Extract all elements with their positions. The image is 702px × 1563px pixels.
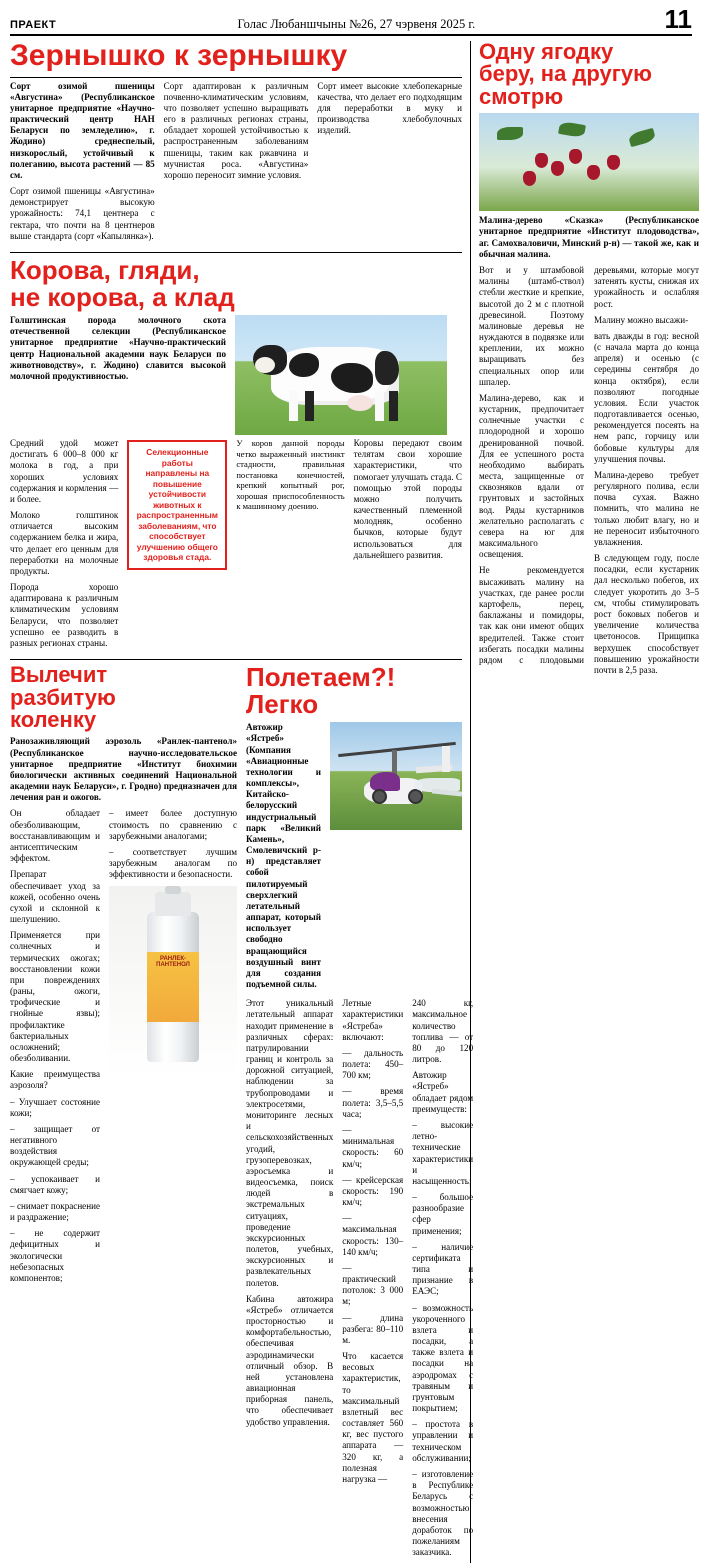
- article-berry-title: [479, 41, 699, 108]
- paragraph: Какие преимущества аэрозоля?: [10, 1069, 100, 1091]
- paragraph: Препарат обеспечивает уход за кожей, особенно очень сухой и склонной к шелушению.: [10, 869, 100, 925]
- raspberry-photo: [479, 113, 699, 211]
- bottom-row: [10, 662, 474, 1563]
- spec-item: — практический потолок: 3 000 м;: [342, 1262, 404, 1307]
- divider: [10, 77, 462, 78]
- paragraph: Не рекомендуется высаживать малину на участках, где ранее росли картофель, перец, баклажаны и помидоры, так как они имеют общих вредителей. Также стоит избегать посадки малины рядом с плодовыми деревьями, которые могут затенять кусты, снижая их урожайность и ослабляя рост.: [479, 265, 699, 665]
- paragraph: Автожир «Ястреб» (Компания «Авиационные технологии и комплексы», Китайско-белорусский индустриальный парк «Великий Камень», Смолевичский р-н) представляет собой пилотируемый сверхлегкий летательный аппарат, который использует свободно вращающийся воздушный винт для создания подъемной силы.: [246, 722, 321, 990]
- article-cow-col1: [10, 438, 118, 654]
- spec-item: — крейсерская скорость: 190 км/ч;: [342, 1174, 404, 1208]
- advantage-item: – возможность укороченного взлета и посадки, а также взлета и посадки на аэродромах с травяным и грунтовым покрытием;: [412, 1302, 474, 1414]
- article-aerosol-col1: [10, 808, 100, 1289]
- article-cow-left: [10, 315, 226, 435]
- paragraph: Сорт озимой пшеницы «Августина» (Республиканское унитарное предприятие «Научно-практический центр НАН Беларуси по земледелию», г. Жодино) среднеспелый, низкорослый, устойчивый к полеганию, высота растений — 85 см.: [10, 80, 155, 180]
- article-cow-title-line1: Корова, гляди,: [10, 255, 200, 285]
- cow-photo: [235, 315, 447, 435]
- advantage-item: – большое разнообразие сфер применения;: [412, 1192, 474, 1236]
- article-wheat-col1: [10, 81, 155, 247]
- advantage-item: – простота в управлении и техническом обслуживании;: [412, 1419, 474, 1463]
- masthead-section-label: ПРАЕКТ: [10, 19, 57, 31]
- paragraph: Сорт адаптирован к различным почвенно-климатическим условиям, что позволяет успешно выращивать его в различных регионах страны, обладает хорошей устойчивостью к распространенным заболеваниям пшеницы, таким как ржавчина и мучнистая роса. «Августина» хорошо переносит зимние условия.: [163, 80, 309, 180]
- paragraph: – не содержит дефицитных и экологически небезопасных компонентов;: [10, 1228, 100, 1283]
- page-body: [10, 39, 699, 1563]
- article-cow: [10, 257, 462, 654]
- paragraph: Автожир «Ястреб» обладает рядом преимуществ:: [412, 1070, 474, 1114]
- paragraph: Вот и у штамбовой малины (штамб-ствол) стебли жесткие и крепкие, высотой до 2 м с плотной древесиной. Поэтому малиновые деревья не нуждаются в подвязке или креплении, их можно выращивать без специальных опор или шпалер.: [479, 265, 584, 387]
- article-berry-title-line2: беру, на другую: [479, 61, 652, 87]
- spec-item: — максимальная скорость: 130–140 км/ч;: [342, 1213, 404, 1257]
- paragraph: Голштинская порода молочного скота отечественной селекции (Республиканское унитарное предприятие «Научно-практический центр Национальной академии наук Беларуси по животноводству», г. Жодино) славится высокой молочной продуктивностью.: [10, 315, 226, 381]
- paragraph: – успокаивает и смягчает кожу;: [10, 1173, 100, 1195]
- paragraph: Ранозаживляющий аэрозоль «Ранлек-пантенол» (Республиканское научно-исследовательское унитарное предприятие «Институт биохимии биологически активных соединений Национальной академии наук Беларуси», г. Гродно) предназначен для лечения ран и ожогов.: [10, 736, 237, 803]
- masthead: [10, 6, 692, 36]
- masthead-title: Голас Любаншчыны №26, 27 чэрвеня 2025 г.: [237, 17, 476, 31]
- paragraph: Порода хорошо адаптирована к различным климатическим условиям Беларуси, что позволяет успешно ее разводить в разных регионах страны.: [10, 582, 119, 648]
- article-gyro-col2: [342, 998, 403, 1563]
- paragraph: Малина-дерево, как и кустарник, предпочитает солнечные участки с плодородной и хорошо дренированной почвой. Для ее успешного роста необходимо выбирать места, защищенные от сквозняков вдали от грунтовых и застойных вод. Ряды кустарников желательно располагать с севера на юг для максимального освещения.: [479, 392, 584, 560]
- advantage-item: – высокие летно-технические характеристики и насыщенность;: [412, 1120, 474, 1186]
- paragraph: Коровы передают своим телятам свои хорошие характеристики, что помогает улучшать стада. С помощью этой породы можно получить качественный племенной молодняк, особенно бычков, которые будут использоваться для дальнейшего развития.: [353, 438, 462, 560]
- paragraph: Молоко голштинок отличается высоким содержанием белка и жира, что делает его ценным для переработки на молочные продукты.: [10, 510, 119, 576]
- divider: [10, 252, 462, 253]
- article-cow-col3: [354, 438, 462, 654]
- article-aerosol-title-line3: коленку: [10, 707, 97, 732]
- paragraph: – имеет более доступную стоимость по сравнению с зарубежными аналогами;: [109, 808, 237, 841]
- paragraph: Он обладает обезболивающим, восстанавливающим и антисептическим эффектом.: [10, 808, 100, 864]
- paragraph: – Улучшает состояние кожи;: [10, 1096, 100, 1118]
- right-column: [470, 41, 699, 1563]
- paragraph: Сорт озимой пшеницы «Августина» демонстрирует высокую урожайность: 74,1 центнера с гектара, что почти на 8 центнеров выше стандарта (сорт «Капылянка»).: [10, 186, 155, 241]
- article-gyro-col1: [246, 998, 333, 1563]
- pull-quote-box: Селекционные работы направлены на повышение устойчивости животных к распространенным заболеваниям, что способствует улучшению общего здоровья стада.: [127, 440, 227, 570]
- article-berry-body: [479, 265, 699, 676]
- photo-caption: У коров данной породы четко выраженный инстинкт стадности, правильная постановка конечностей, крепкий копытный рог, хорошая приспособленность к машинному доению.: [236, 438, 345, 512]
- gyro-photo: [330, 722, 462, 830]
- article-gyro-title: Полетаем?! Легко: [246, 662, 396, 719]
- article-cow-title: [10, 257, 462, 310]
- advantage-item: – изготовление в Республике Беларусь с возможностью внесения доработок по пожеланиям заказчика.: [412, 1468, 474, 1558]
- cow-photo-block: [235, 315, 447, 435]
- divider: [10, 659, 462, 660]
- paragraph: В следующем году, после посадки, если кустарник дал несколько побегов, их следует укоротить до 3–5 см, чтобы стимулировать рост боковых побегов и увеличение количества цветоносов. Прищипка верхушек способствует повышению урожайности почти в 2,5 раза.: [594, 553, 699, 675]
- specs-heading: Летные характеристики «Ястреба» включают:: [342, 998, 404, 1042]
- paragraph: Малина-дерево требует регулярного полива, если почва сухая. Важно помнить, что малина не только любит влагу, но и не переносит избыточного увлажнения.: [594, 469, 699, 547]
- article-wheat-col2: [164, 81, 309, 247]
- aerosol-product-photo: РАНЛЕК-ПАНТЕНОЛ: [109, 886, 237, 1076]
- gyro-photo-block: [330, 722, 462, 995]
- paragraph: 240 кг, максимальное количество топлива — от 80 до 120 литров.: [412, 998, 474, 1065]
- article-aerosol-col2: [109, 808, 237, 1289]
- article-berry-title-line1: Одну ягодку: [479, 39, 614, 64]
- article-aerosol-title-line1: Вылечит: [10, 662, 108, 688]
- spec-item: — дальность полета: 450–700 км;: [342, 1047, 404, 1081]
- article-cow-caption-col: [236, 438, 344, 654]
- page-number: 11: [664, 4, 692, 34]
- article-aerosol-title-line2: разбитую: [10, 684, 116, 710]
- article-aerosol-title: [10, 664, 237, 731]
- paragraph: – снимает покраснение и раздражение;: [10, 1200, 100, 1223]
- paragraph: Сорт имеет высокие хлебопекарные качества, что делает его подходящим для переработки в муку и производства хлебобулочных изделий.: [317, 80, 463, 136]
- paragraph: – соответствует лучшим зарубежным аналогам по эффективности и безопасности.: [109, 846, 237, 880]
- article-aerosol: [10, 664, 237, 1563]
- article-gyro-lead-col: [246, 722, 321, 995]
- main-column: [10, 39, 474, 1563]
- spec-item: — минимальная скорость: 60 км/ч;: [342, 1125, 404, 1169]
- paragraph: – защищает от негативного воздействия окружающей среды;: [10, 1123, 100, 1168]
- paragraph: Что касается весовых характеристик, то максимальный взлетный вес составляет 560 кг, вес пустого аппарата — 320 кг, а полезная нагрузка —: [342, 1351, 404, 1484]
- article-gyro: [246, 662, 474, 1563]
- article-cow-title-line2: не корова, а клад: [10, 281, 235, 312]
- article-wheat: [10, 41, 462, 247]
- paragraph: Применяется при солнечных и термических ожогах; восстановлении кожи при повреждениях (раны, ожоги, трофические и гнойные язвы); профилактике бактериальных осложнений; обезболивании.: [10, 930, 100, 1064]
- article-wheat-title: Зернышко к зернышку: [10, 39, 348, 72]
- article-gyro-col3: [412, 998, 473, 1563]
- spec-item: — время полета: 3,5–5,5 часа;: [342, 1086, 404, 1119]
- paragraph: Кабина автожира «Ястреб» отличается просторностью и комфортабельностью, обеспечивая аэродинамически отличный обзор. В ней установлена авиационная приборная панель, что обеспечивает удобство управления.: [246, 1293, 334, 1427]
- paragraph: Средний удой может достигать 6 000–8 000 кг молока в год, а при хороших условиях содержания и кормления — и более.: [10, 438, 119, 504]
- spec-item: — длина разбега: 80–110 м.: [342, 1312, 404, 1345]
- article-wheat-col3: [317, 81, 462, 247]
- paragraph: Малина-дерево «Сказка» (Республиканское унитарное предприятие «Институт плодоводства», аг. Самохваловичи, Минский р-н) — такой же, как и обычная малина.: [479, 215, 699, 259]
- paragraph: вать дважды в год: весной (с начала марта до конца апреля) и осенью (с середины сентября до конца октября), если позволяют погодные условия. Если участок подготавливается осенью, рекомендуется посеять на нем рапс, горчицу или бобовые культуры для улучшения почвы.: [594, 330, 699, 464]
- article-berry-title-line3: смотрю: [479, 83, 564, 109]
- advantage-item: – наличие сертификата типа и признание в ЕАЭС;: [412, 1241, 474, 1297]
- article-cow-sidebar: [127, 438, 227, 654]
- paragraph: Этот уникальный летательный аппарат находит применение в различных сферах: патрулировании границ и контроль за дорожной ситуацией, наблюдении за трубопроводами и электросетями, мониторинге лесных и сельскохозяйственных угодий, грузоперевозках, аэросъемка и видеосъемка, поиск людей в экстремальных ситуациях, проведение экскурсионных полетов, учебных, экскурсионных и развлекательных полетов.: [246, 998, 334, 1288]
- paragraph: Малину можно высажи-: [594, 314, 689, 325]
